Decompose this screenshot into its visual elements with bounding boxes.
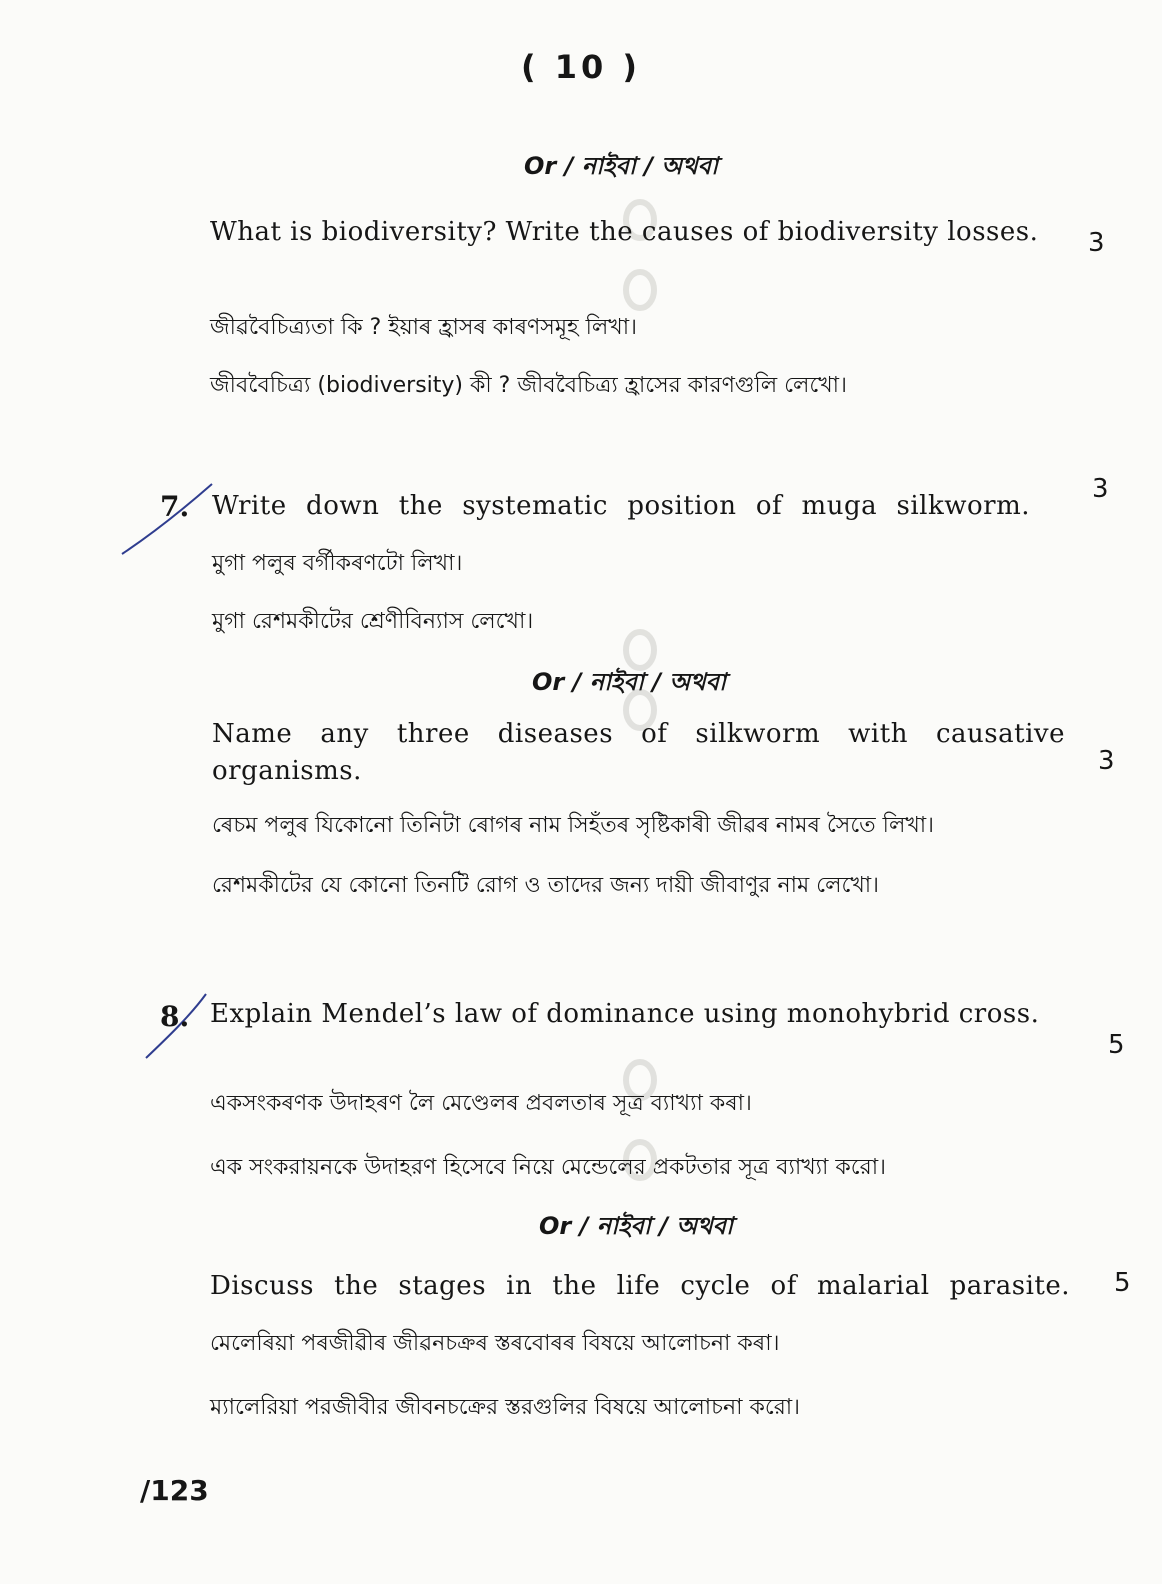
- q8-or-marks: 5: [1114, 1268, 1131, 1298]
- page-number: ( 10 ): [520, 48, 642, 86]
- or-separator: Or / নাইবা / অথবা: [539, 1212, 733, 1240]
- q6-or-marks: 3: [1088, 228, 1105, 258]
- q7-or-english: Name any three diseases of silkworm with causative organisms.: [212, 719, 1065, 786]
- q6-or-assamese: জীৱবৈচিত্ৰ্যতা কি ? ইয়াৰ হ্ৰাসৰ কাৰণসমূহ লিখা।: [210, 315, 637, 340]
- q8-english: Explain Mendel’s law of dominance using monohybrid cross.: [210, 999, 1040, 1029]
- or-separator: Or / নাইবা / অথবা: [532, 668, 726, 696]
- q6-or-english: What is biodiversity? Write the causes of biodiversity losses.: [210, 217, 1039, 247]
- q8-or-english: Discuss the stages in the life cycle of malarial parasite.: [210, 1271, 1070, 1301]
- q6-or-bengali: জীববৈচিত্র্য (biodiversity) কী ? জীববৈচিত্র্য হ্রাসের কারণগুলি লেখো।: [210, 373, 847, 398]
- q7-bengali: মুগা রেশমকীটের শ্রেণীবিন্যাস লেখো।: [212, 609, 534, 634]
- q8-bengali: এক সংকরায়নকে উদাহরণ হিসেবে নিয়ে মেন্ডেলের প্রকটতার সূত্র ব্যাখ্যা করো।: [210, 1155, 886, 1180]
- q8-or-bengali: ম্যালেরিয়া পরজীবীর জীবনচক্রের স্তরগুলির বিষয়ে আলোচনা করো।: [210, 1395, 801, 1420]
- q8-marks: 5: [1108, 1030, 1125, 1060]
- q8-number: 8.: [160, 1000, 190, 1033]
- q7-english: Write down the systematic position of muga silkworm.: [212, 491, 1030, 521]
- q8-or-assamese: মেলেৰিয়া পৰজীৱীৰ জীৱনচক্ৰৰ স্তৰবোৰৰ বিষয়ে আলোচনা কৰা।: [210, 1331, 780, 1356]
- q7-or-assamese: ৰেচম পলুৰ যিকোনো তিনিটা ৰোগৰ নাম সিহঁতৰ সৃষ্টিকাৰী জীৱৰ নামৰ সৈতে লিখা।: [212, 813, 935, 838]
- q7-or-bengali: রেশমকীটের যে কোনো তিনটি রোগ ও তাদের জন্য দায়ী জীবাণুর নাম লেখো।: [212, 873, 880, 898]
- or-separator: Or / নাইবা / অথবা: [524, 152, 718, 180]
- q7-marks: 3: [1092, 474, 1109, 504]
- q7-number: 7.: [160, 490, 190, 523]
- paper-code: /123: [140, 1474, 209, 1507]
- q7-or-marks: 3: [1098, 746, 1115, 776]
- q7-assamese: মুগা পলুৰ বৰ্গীকৰণটো লিখা।: [212, 551, 463, 576]
- q8-assamese: একসংকৰণক উদাহৰণ লৈ মেণ্ডেলৰ প্ৰবলতাৰ সূত্ৰ ব্যাখ্যা কৰা।: [210, 1091, 752, 1116]
